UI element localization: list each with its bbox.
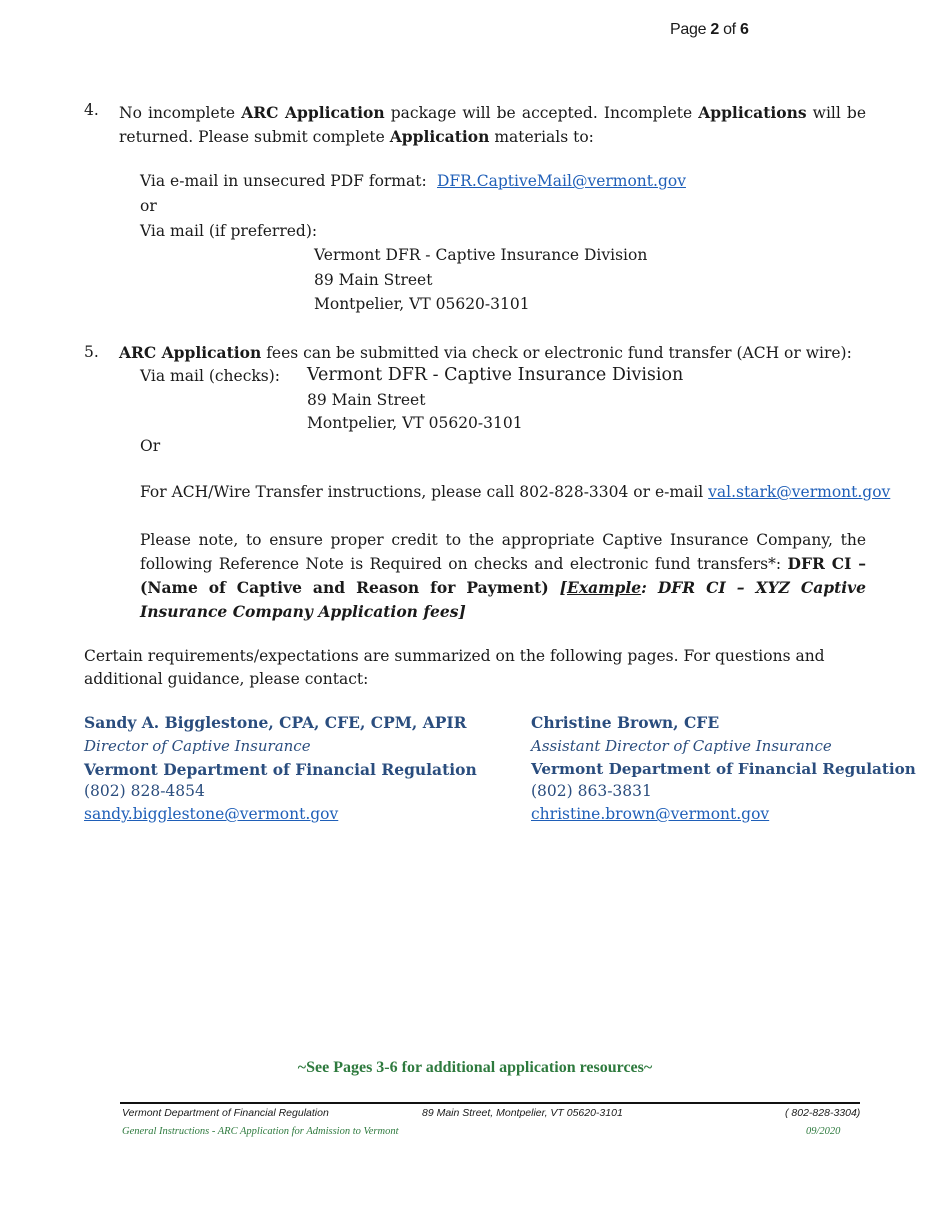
page-number — [670, 21, 749, 39]
item4-text-4: materials to: — [489, 128, 594, 146]
item5-address-line-1: Vermont DFR - Captive Insurance Division — [307, 365, 684, 385]
footer-divider — [120, 1102, 860, 1104]
item5-or: Or — [140, 437, 161, 455]
item4-bold-1: ARC Application — [241, 103, 385, 122]
item4-address-line-2: 89 Main Street — [314, 271, 433, 289]
note-bold: DFR CI – (Name of Captive and Reason for Payment) — [140, 554, 866, 597]
summary-paragraph: Certain requirements/expectations are summarized on the following pages. For questions and additional guidance, please contact: — [84, 647, 825, 688]
item4-number: 4. — [84, 101, 99, 119]
item5-address-line-2: 89 Main Street — [307, 391, 426, 409]
contact-2-org: Vermont Department of Financial Regulation — [531, 760, 916, 778]
see-pages-note: ~See Pages 3-6 for additional application resources~ — [297, 1059, 653, 1076]
item4-text-1: No incomplete — [119, 104, 242, 122]
footer-date: 09/2020 — [806, 1126, 841, 1137]
contact-1-email-link[interactable]: sandy.bigglestone@vermont.gov — [84, 805, 339, 823]
contact-1-org: Vermont Department of Financial Regulation — [84, 760, 477, 779]
checks-mail-label: Via mail (checks): — [140, 367, 281, 385]
page-num: 2 — [710, 21, 719, 38]
item5-number: 5. — [84, 343, 99, 361]
item4-bold-2: Applications — [698, 103, 807, 122]
val-stark-email-link[interactable]: val.stark@vermont.gov — [708, 483, 891, 501]
reference-note — [140, 529, 866, 624]
page-of: of — [718, 21, 740, 38]
captive-mail-link[interactable]: DFR.CaptiveMail@vermont.gov — [437, 172, 686, 190]
contact-1-phone: (802) 828-4854 — [84, 782, 205, 800]
item5-text-1: fees can be submitted via check or electronic fund transfer (ACH or wire): — [261, 344, 852, 362]
contact-2-title: Assistant Director of Captive Insurance — [531, 737, 832, 755]
note-example-bracket: [ — [559, 578, 568, 597]
email-label: Via e-mail in unsecured PDF format: — [140, 172, 427, 190]
item4-text-3: will be returned. Please submit complete — [119, 104, 867, 146]
item4-address-line-1: Vermont DFR - Captive Insurance Division — [314, 246, 648, 264]
item5-address-line-3: Montpelier, VT 05620-3101 — [307, 414, 523, 432]
item4-bold-3: Application — [389, 127, 490, 146]
contact-2-name: Christine Brown, CFE — [531, 713, 720, 732]
contact-1-name: Sandy A. Bigglestone, CPA, CFE, CPM, APIR — [84, 713, 467, 732]
page-total: 6 — [739, 21, 749, 38]
item5-intro — [119, 343, 852, 362]
ach-instructions — [140, 483, 890, 501]
item4-text-2: package will be accepted. Incomplete — [384, 104, 699, 122]
ach-text: For ACH/Wire Transfer instructions, please call 802-828-3304 or e-mail — [140, 483, 709, 501]
item5-bold-1: ARC Application — [119, 343, 262, 362]
footer-phone: ( 802-828-3304) — [785, 1107, 861, 1119]
item4-or: or — [140, 197, 157, 215]
note-example-label: Example — [567, 578, 642, 597]
item4-paragraph — [119, 101, 866, 149]
note-text: Please note, to ensure proper credit to the appropriate Captive Insurance Company, the following Reference Note is Required on checks and electronic fund transfers*: — [140, 531, 866, 573]
note-example-text: : DFR CI – XYZ Captive Insurance Company Application fees] — [140, 578, 867, 621]
footer-address: 89 Main Street, Montpelier, VT 05620-3101 — [422, 1107, 623, 1119]
mail-label: Via mail (if preferred): — [140, 222, 318, 240]
footer-doc-title: General Instructions - ARC Application for Admission to Vermont — [122, 1126, 399, 1137]
contact-1-title: Director of Captive Insurance — [84, 737, 311, 755]
contact-2-phone: (802) 863-3831 — [531, 782, 652, 800]
footer-dept: Vermont Department of Financial Regulation — [122, 1107, 329, 1119]
contact-2-email-link[interactable]: christine.brown@vermont.gov — [531, 805, 770, 823]
item4-address-line-3: Montpelier, VT 05620-3101 — [314, 295, 530, 313]
page-prefix: Page — [670, 21, 711, 38]
